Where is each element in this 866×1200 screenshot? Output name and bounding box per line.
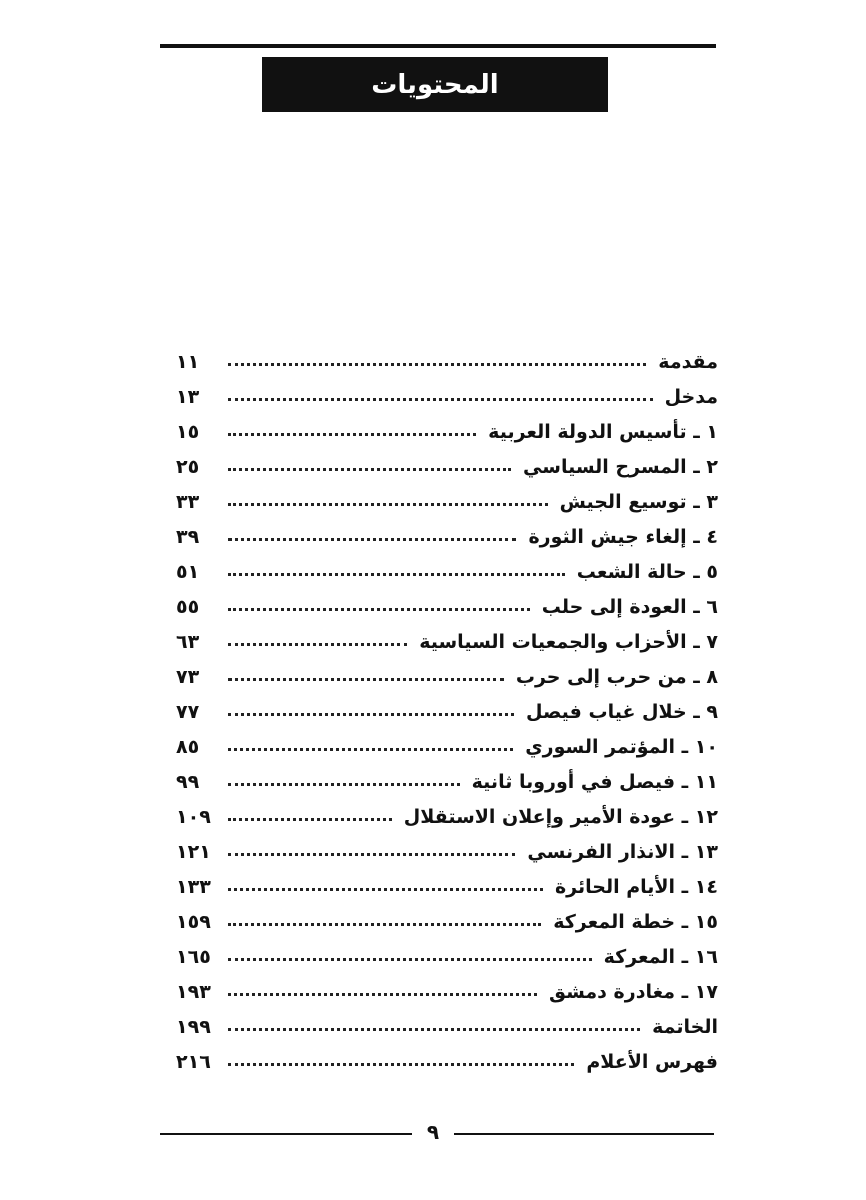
dot-leader — [228, 713, 514, 716]
toc-entry — [176, 338, 718, 373]
dot-leader — [228, 538, 516, 541]
dot-leader — [228, 818, 392, 821]
toc-entry-page: ٧٧ — [176, 701, 200, 723]
toc-entry-label: ٨ ـ من حرب إلى حرب — [515, 666, 718, 688]
toc-entry-page: ٧٣ — [176, 666, 200, 688]
toc-entry-page: ١٩٩ — [176, 1016, 211, 1038]
toc-entry-label: ٣ ـ توسيع الجيش — [559, 491, 718, 513]
toc-entry — [176, 828, 718, 863]
toc-entry — [176, 723, 718, 758]
dot-leader — [228, 923, 541, 926]
dot-leader — [228, 888, 543, 891]
toc-entry-label: ١٥ ـ خطة المعركة — [553, 911, 718, 933]
toc-entry-page: ١٣ — [176, 386, 200, 408]
toc-entry-page: ١٠٩ — [176, 806, 211, 828]
toc-entry-label: ١٤ ـ الأيام الحائرة — [554, 876, 718, 898]
toc-entry-page: ٢١٦ — [176, 1051, 211, 1073]
toc-entry-label: ٧ ـ الأحزاب والجمعيات السياسية — [419, 631, 718, 653]
toc-entry-page: ٩٩ — [176, 771, 200, 793]
dot-leader — [228, 433, 476, 436]
toc-entry-label: الخاتمة — [652, 1016, 718, 1038]
toc-entry-label: ١٢ ـ عودة الأمير وإعلان الاستقلال — [403, 806, 718, 828]
toc-entry-page: ٣٩ — [176, 526, 200, 548]
toc-entry-label: ١٧ ـ مغادرة دمشق — [548, 981, 718, 1003]
toc-entry-label: ١٠ ـ المؤتمر السوري — [525, 736, 718, 758]
toc-entry — [176, 583, 718, 618]
top-rule — [160, 44, 716, 48]
dot-leader — [228, 958, 592, 961]
page-number: ٩ — [426, 1120, 440, 1144]
toc-entry — [176, 548, 718, 583]
toc-entry-label: ٥ ـ حالة الشعب — [576, 561, 718, 583]
toc-entry — [176, 653, 718, 688]
contents-title-box — [262, 57, 608, 112]
toc-entry — [176, 758, 718, 793]
dot-leader — [228, 468, 511, 471]
toc-entry-page: ١٢١ — [176, 841, 211, 863]
toc-entry-page: ٦٣ — [176, 631, 200, 653]
toc-entry-label: ٢ ـ المسرح السياسي — [523, 456, 718, 478]
toc-entry-page: ١٦٥ — [176, 946, 211, 968]
dot-leader — [228, 573, 565, 576]
toc-entry-label: فهرس الأعلام — [586, 1051, 718, 1073]
dot-leader — [228, 783, 460, 786]
toc-entry — [176, 1003, 718, 1038]
dot-leader — [228, 993, 537, 996]
toc-entry-page: ١٩٣ — [176, 981, 211, 1003]
footer-rule-right — [454, 1133, 714, 1135]
dot-leader — [228, 608, 530, 611]
toc-entry — [176, 863, 718, 898]
toc-entry — [176, 443, 718, 478]
dot-leader — [228, 748, 513, 751]
dot-leader — [228, 853, 515, 856]
toc-entry-label: ٤ ـ إلغاء جيش الثورة — [528, 526, 718, 548]
toc-entry-page: ١١ — [176, 351, 200, 373]
toc-entry-label: مدخل — [664, 386, 718, 408]
toc-entry — [176, 968, 718, 1003]
dot-leader — [228, 398, 653, 401]
toc-entry — [176, 373, 718, 408]
toc-entry-label: ٩ ـ خلال غياب فيصل — [525, 701, 718, 723]
toc-entry — [176, 688, 718, 723]
contents-title: المحتويات — [371, 69, 499, 100]
toc-entry — [176, 933, 718, 968]
table-of-contents — [176, 338, 718, 1073]
toc-entry — [176, 408, 718, 443]
toc-entry — [176, 898, 718, 933]
footer-rule-left — [160, 1133, 412, 1135]
toc-entry-page: ١٥ — [176, 421, 200, 443]
toc-entry-page: ١٣٣ — [176, 876, 211, 898]
dot-leader — [228, 678, 504, 681]
toc-entry — [176, 513, 718, 548]
toc-entry-page: ١٥٩ — [176, 911, 211, 933]
toc-entry-page: ٥١ — [176, 561, 200, 583]
dot-leader — [228, 1028, 640, 1031]
toc-entry — [176, 478, 718, 513]
toc-entry-label: ١٦ ـ المعركة — [603, 946, 718, 968]
toc-entry-label: ١ ـ تأسيس الدولة العربية — [488, 421, 718, 443]
dot-leader — [228, 363, 646, 366]
toc-entry — [176, 793, 718, 828]
toc-entry-page: ٣٣ — [176, 491, 200, 513]
toc-entry — [176, 1038, 718, 1073]
toc-entry-page: ٥٥ — [176, 596, 200, 618]
dot-leader — [228, 643, 407, 646]
toc-entry-label: ١٣ ـ الانذار الفرنسي — [527, 841, 718, 863]
toc-entry-page: ٨٥ — [176, 736, 200, 758]
toc-entry-page: ٢٥ — [176, 456, 200, 478]
toc-entry-label: مقدمة — [658, 351, 718, 373]
dot-leader — [228, 503, 548, 506]
toc-entry — [176, 618, 718, 653]
dot-leader — [228, 1063, 574, 1066]
toc-entry-label: ٦ ـ العودة إلى حلب — [541, 596, 718, 618]
toc-entry-label: ١١ ـ فيصل في أوروبا ثانية — [471, 771, 718, 793]
